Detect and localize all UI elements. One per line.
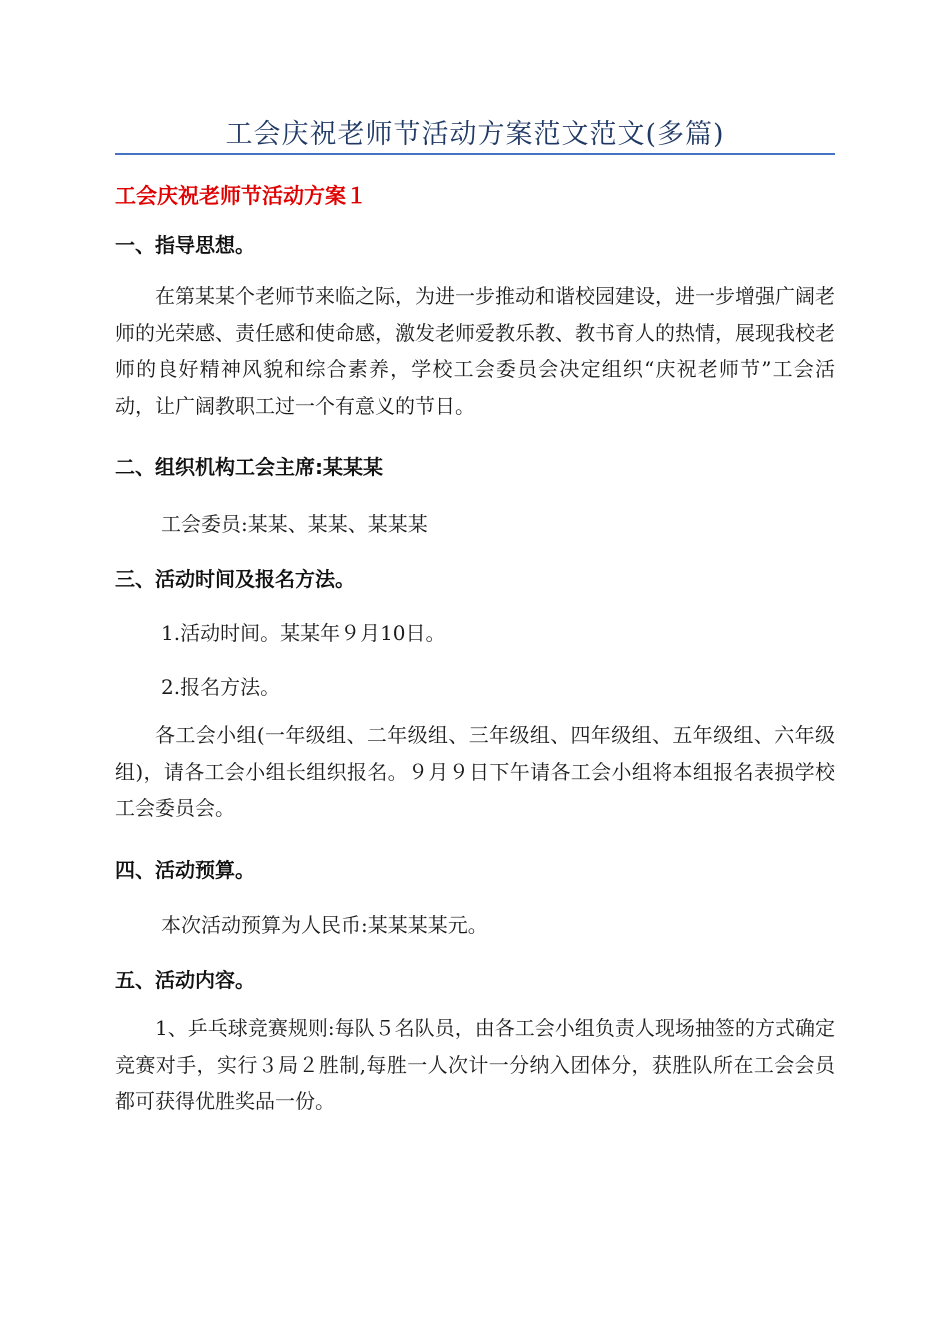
section-3-item-2: 2.报名方法。 [161, 675, 281, 699]
document-title: 工会庆祝老师节活动方案范文范文(多篇) [225, 119, 725, 150]
section-2-heading: 二、组织机构工会主席:某某某 [115, 455, 383, 479]
section-3-heading: 三、活动时间及报名方法。 [115, 567, 355, 591]
section-2-committee: 工会委员:某某、某某、某某某 [161, 512, 428, 536]
section-5-paragraph: 1、乒乓球竞赛规则:每队５名队员，由各工会小组负责人现场抽签的方式确定竞赛对手，实行３局２胜制,每胜一人次计一分纳入团体分，获胜队所在工会会员都可获得优胜奖品一份。 [115, 1016, 835, 1113]
section-1-paragraph: 在第某某个老师节来临之际，为进一步推动和谐校园建设，进一步增强广阔老师的光荣感、责任感和使命感，激发老师爱教乐教、教书育人的热情，展现我校老师的良好精神风貌和综合素养，学校工会委员会决定组织“庆祝老师节”工会活动，让广阔教职工过一个有意义的节日。 [115, 284, 835, 418]
section-4-budget: 本次活动预算为人民币:某某某某元。 [161, 913, 488, 937]
section-3-item-1: 1.活动时间。某某年９月10日。 [161, 621, 446, 645]
section-5-heading: 五、活动内容。 [115, 968, 255, 992]
section-3-paragraph: 各工会小组(一年级组、二年级组、三年级组、四年级组、五年级组、六年级组)，请各工会小组长组织报名。９月９日下午请各工会小组将本组报名表损学校工会委员会。 [115, 723, 835, 820]
title-underline [115, 153, 835, 155]
section-1-heading: 一、指导思想。 [115, 233, 255, 257]
plan-heading: 工会庆祝老师节活动方案１ [115, 184, 367, 208]
section-4-heading: 四、活动预算。 [115, 858, 255, 882]
